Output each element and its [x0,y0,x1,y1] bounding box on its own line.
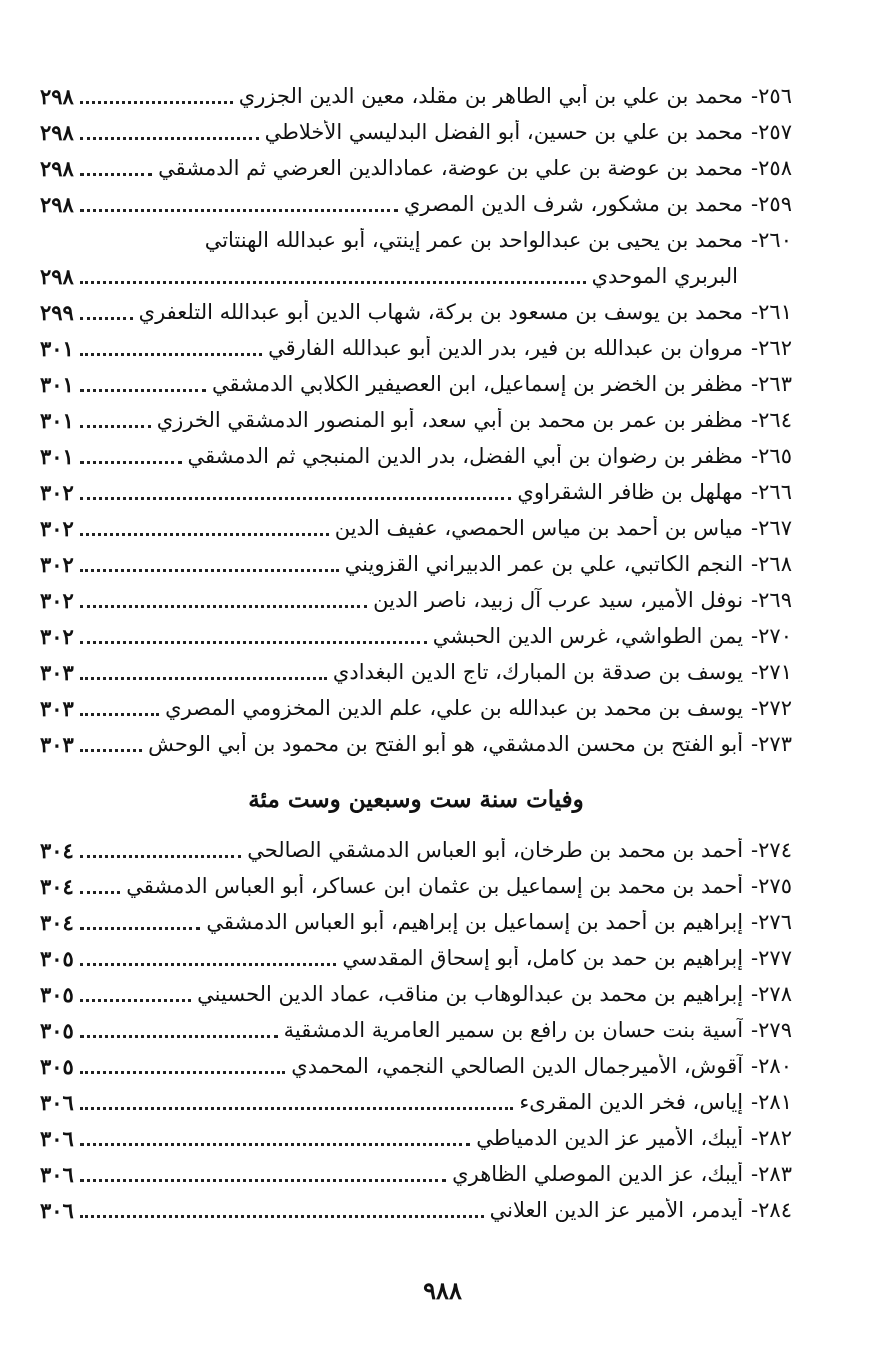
entry-number: ٢٥٨- [751,156,792,180]
entry-number: ٢٧١- [751,660,792,684]
entry-name: أيدمر، الأمير عز الدين العلاني [489,1198,744,1222]
entry-page-ref: ٣٠٥ [40,981,74,1007]
dot-leader [80,317,133,320]
entry-number: ٢٨٢- [751,1126,792,1150]
dot-leader [80,389,206,392]
dot-leader [80,425,151,428]
dot-leader [80,497,512,500]
index-entry [40,150,792,186]
entry-number: ٢٦٣- [751,372,792,396]
index-entry [40,1192,792,1228]
index-entry [40,582,792,618]
entry-name: أيبك، عز الدين الموصلي الظاهري [452,1162,744,1186]
entry-number: ٢٧٨- [751,982,792,1006]
page-number: ٩٨٨ [423,1276,462,1305]
entry-number: ٢٨١- [751,1090,792,1114]
section-heading: وفيات سنة ست وسبعين وست مئة [248,786,584,813]
index-entry [40,832,792,868]
index-entry [40,330,792,366]
entry-page-ref: ٢٩٨ [40,191,74,217]
entry-name: مهلهل بن ظافر الشقراوي [517,480,744,504]
entry-number: ٢٦٥- [751,444,792,468]
index-entry [40,366,792,402]
entry-page-ref: ٣٠٢ [40,551,74,577]
entry-number: ٢٧٠- [751,624,792,648]
entry-page-ref: ٣٠١ [40,371,74,397]
entry-name: أحمد بن محمد بن طرخان، أبو العباس الدمشقي الصالحي [247,838,744,862]
entry-number: ٢٦٤- [751,408,792,432]
entry-name: أيبك، الأمير عز الدين الدمياطي [476,1126,744,1150]
index-entry [40,1120,792,1156]
index-entry [40,186,792,222]
dot-leader [80,1107,514,1110]
dot-leader [80,353,262,356]
entry-page-ref: ٣٠٢ [40,515,74,541]
dot-leader [80,209,398,212]
entry-page-ref: ٣٠٥ [40,1017,74,1043]
entry-name: يوسف بن صدقة بن المبارك، تاج الدين البغدادي [332,660,744,684]
index-entry [40,510,792,546]
entry-page-ref: ٣٠٢ [40,587,74,613]
entry-page-ref: ٣٠١ [40,443,74,469]
entry-page-ref: ٢٩٩ [40,299,74,325]
entry-page-ref: ٢٩٨ [40,119,74,145]
entry-block [40,222,792,294]
entry-number: ٢٥٦- [751,84,792,108]
entry-name: محمد بن يحيى بن عبدالواحد بن عمر إينتي، أبو عبدالله الهنتاتي [204,228,744,252]
entry-line-2 [40,258,792,294]
index-entry [40,546,792,582]
entry-number: ٢٦٨- [751,552,792,576]
entry-name: مظفر بن الخضر بن إسماعيل، ابن العصيفير الكلابي الدمشقي [211,372,744,396]
dot-leader [80,1143,470,1146]
entry-page-ref: ٣٠٦ [40,1125,74,1151]
entry-page-ref: ٣٠٢ [40,479,74,505]
entry-page-ref: ٣٠٣ [40,659,74,685]
entry-page-ref: ٢٩٨ [40,155,74,181]
entry-name: مروان بن عبدالله بن فير، بدر الدين أبو عبدالله الفارقي [268,336,744,360]
dot-leader [80,137,259,140]
dot-leader [80,1071,285,1074]
entry-name: محمد بن مشكور، شرف الدين المصري [403,192,744,216]
index-entry [40,904,792,940]
entry-name: أبو الفتح بن محسن الدمشقي، هو أبو الفتح بن محمود بن أبي الوحش [148,732,744,756]
index-entry [40,690,792,726]
index-entry [40,976,792,1012]
entry-name: محمد بن عوضة بن علي بن عوضة، عمادالدين العرضي ثم الدمشقي [158,156,744,180]
entry-page-ref: ٣٠٢ [40,623,74,649]
entry-number: ٢٧٤- [751,838,792,862]
entry-number: ٢٨٣- [751,1162,792,1186]
dot-leader [80,963,337,966]
entry-name: نوفل الأمير، سيد عرب آل زبيد، ناصر الدين [373,588,744,612]
entry-page-ref: ٣٠٦ [40,1161,74,1187]
index-entry-two-line [40,222,792,294]
entry-number: ٢٨٤- [751,1198,792,1222]
entry-number: ٢٧٦- [751,910,792,934]
entry-number: ٢٧٧- [751,946,792,970]
entry-name: إبراهيم بن أحمد بن إسماعيل بن إبراهيم، أبو العباس الدمشقي [206,910,744,934]
entry-name: مياس بن أحمد بن مياس الحمصي، عفيف الدين [334,516,744,540]
index-entry [40,868,792,904]
entry-number: ٢٦٢- [751,336,792,360]
entry-number: ٢٦٦- [751,480,792,504]
entry-number: ٢٧٣- [751,732,792,756]
dot-leader [80,891,120,894]
entry-page-ref: ٣٠٦ [40,1197,74,1223]
index-entry [40,402,792,438]
dot-leader [80,641,427,644]
dot-leader [80,1035,278,1038]
dot-leader [80,281,586,284]
entry-page-ref: ٣٠٣ [40,731,74,757]
index-entry [40,1084,792,1120]
entry-name-continued: البربري الموحدي [591,264,738,288]
entry-line-1 [40,222,792,258]
entry-page-ref: ٣٠٦ [40,1089,74,1115]
entry-number: ٢٥٧- [751,120,792,144]
entry-page-ref: ٣٠٤ [40,837,74,863]
dot-leader [80,173,152,176]
entry-number: ٢٦٩- [751,588,792,612]
entry-name: آسية بنت حسان بن رافع بن سمير العامرية الدمشقية [283,1018,744,1042]
entry-name: محمد بن علي بن أبي الطاهر بن مقلد، معين الدين الجزري [238,84,744,108]
dot-leader [80,1215,484,1218]
entry-page-ref: ٢٩٨ [40,263,74,289]
entry-name: إياس، فخر الدين المقرىء [519,1090,744,1114]
entry-number: ٢٦١- [751,300,792,324]
index-entry [40,654,792,690]
dot-leader [80,1179,446,1182]
index-entry [40,726,792,762]
entry-name: يوسف بن محمد بن عبدالله بن علي، علم الدين المخزومي المصري [165,696,744,720]
entry-number: ٢٦٧- [751,516,792,540]
dot-leader [80,999,191,1002]
entry-page-ref: ٣٠١ [40,407,74,433]
entry-page-ref: ٣٠١ [40,335,74,361]
dot-leader [80,101,233,104]
entry-number: ٢٧٢- [751,696,792,720]
index-entry [40,294,792,330]
entry-name: محمد بن علي بن حسين، أبو الفضل البدليسي الأخلاطي [264,120,744,144]
index-list-part-1 [40,78,792,762]
entry-name: النجم الكاتبي، علي بن عمر الدبيراني القزويني [344,552,744,576]
dot-leader [80,713,159,716]
dot-leader [80,855,241,858]
index-entry [40,940,792,976]
index-entry [40,1048,792,1084]
entry-name: إبراهيم بن محمد بن عبدالوهاب بن مناقب، عماد الدين الحسيني [197,982,744,1006]
entry-page-ref: ٢٩٨ [40,83,74,109]
dot-leader [80,569,339,572]
entry-number: ٢٧٥- [751,874,792,898]
entry-name: يمن الطواشي، غرس الدين الحبشي [432,624,744,648]
index-entry [40,1156,792,1192]
dot-leader [80,533,329,536]
dot-leader [80,749,142,752]
entry-number: ٢٨٠- [751,1054,792,1078]
entry-page-ref: ٣٠٥ [40,945,74,971]
entry-page-ref: ٣٠٤ [40,909,74,935]
entry-name: مظفر بن عمر بن محمد بن أبي سعد، أبو المنصور الدمشقي الخرزي [156,408,744,432]
entry-name: محمد بن يوسف بن مسعود بن بركة، شهاب الدين أبو عبدالله التلعفري [138,300,744,324]
index-entry [40,1012,792,1048]
index-list-part-2 [40,832,792,1228]
index-entry [40,618,792,654]
index-entry [40,474,792,510]
entry-number: ٢٧٩- [751,1018,792,1042]
entry-number: ٢٥٩- [751,192,792,216]
entry-name: مظفر بن رضوان بن أبي الفضل، بدر الدين المنبجي ثم الدمشقي [187,444,744,468]
entry-name: أحمد بن محمد بن إسماعيل بن عثمان ابن عساكر، أبو العباس الدمشقي [126,874,744,898]
entry-page-ref: ٣٠٤ [40,873,74,899]
dot-leader [80,677,327,680]
entry-name: إبراهيم بن حمد بن كامل، أبو إسحاق المقدسي [342,946,744,970]
dot-leader [80,461,182,464]
entry-number: ٢٦٠- [751,228,792,252]
index-entry [40,114,792,150]
entry-page-ref: ٣٠٥ [40,1053,74,1079]
entry-name: آقوش، الأميرجمال الدين الصالحي النجمي، المحمدي [291,1054,744,1078]
index-entry [40,78,792,114]
dot-leader [80,927,201,930]
dot-leader [80,605,367,608]
entry-page-ref: ٣٠٣ [40,695,74,721]
index-entry [40,438,792,474]
